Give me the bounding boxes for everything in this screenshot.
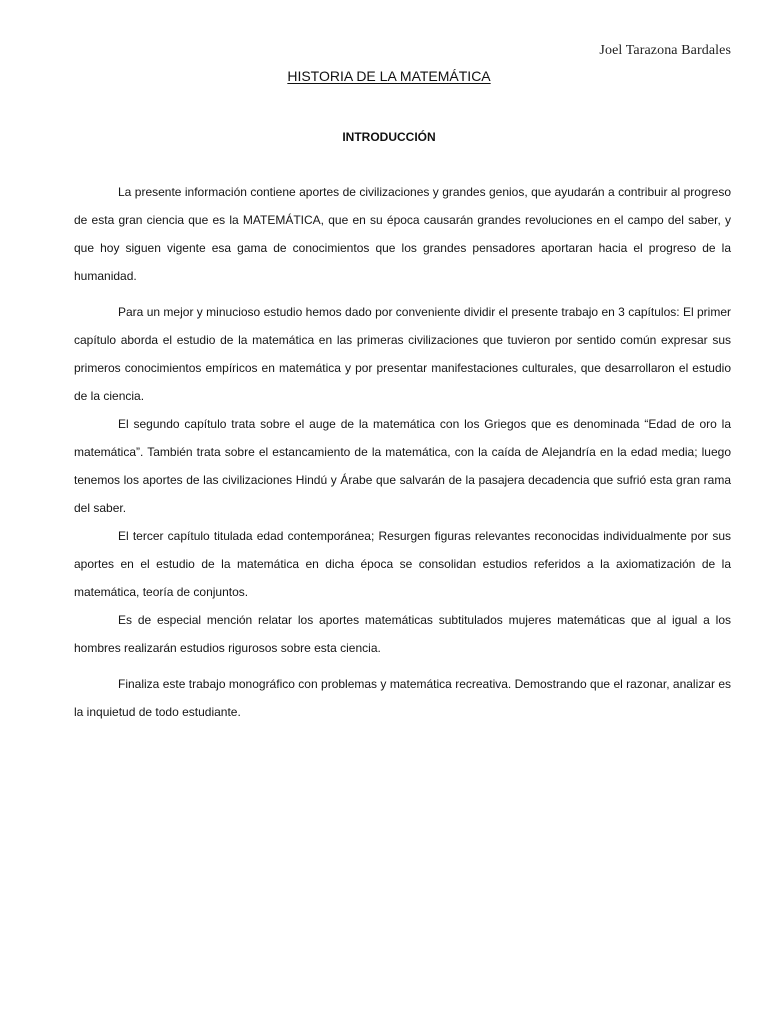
paragraph-2: Para un mejor y minucioso estudio hemos dado por conveniente dividir el presente trabajo en 3 capítulos: El primer capítulo aborda el estudio de la matemática en las primeras civilizaciones que tuvieron por sentido común expresar sus primeros conocimientos empíricos en matemática y por presentar manifestaciones culturales, que desarrollaron el estudio de la ciencia.: [74, 305, 731, 403]
paragraph-5: Es de especial mención relatar los aportes matemáticas subtitulados mujeres matemáticas que al igual a los hombres realizarán estudios rigurosos sobre esta ciencia.: [74, 613, 731, 655]
body-text: [74, 178, 731, 726]
paragraph-1: La presente información contiene aportes de civilizaciones y grandes genios, que ayudarán a contribuir al progreso de esta gran ciencia que es la MATEMÁTICA, que en su época causarán grandes revoluciones en el campo del saber, y que hoy siguen vigente esa gama de conocimientos que los grandes pensadores aportaran hacia el progreso de la humanidad.: [74, 185, 731, 283]
paragraph-6: Finaliza este trabajo monográfico con problemas y matemática recreativa. Demostrando que el razonar, analizar es la inquietud de todo estudiante.: [74, 677, 731, 719]
paragraph-4: El tercer capítulo titulada edad contemporánea; Resurgen figuras relevantes reconocidas individualmente por sus aportes en el estudio de la matemática en dicha época se consolidan estudios referidos a la axiomatización de la matemática, teoría de conjuntos.: [74, 529, 731, 599]
author-name: Joel Tarazona Bardales: [599, 43, 731, 58]
section-heading: INTRODUCCIÓN: [342, 130, 436, 144]
document-title: HISTORIA DE LA MATEMÁTICA: [287, 68, 491, 84]
paragraph-3: El segundo capítulo trata sobre el auge de la matemática con los Griegos que es denominada “Edad de oro la matemática”. También trata sobre el estancamiento de la matemática, con la caída de Alejandría en la edad media; luego tenemos los aportes de las civilizaciones Hindú y Árabe que salvarán de la pasajera decadencia que sufrió esta gran rama del saber.: [74, 417, 731, 515]
